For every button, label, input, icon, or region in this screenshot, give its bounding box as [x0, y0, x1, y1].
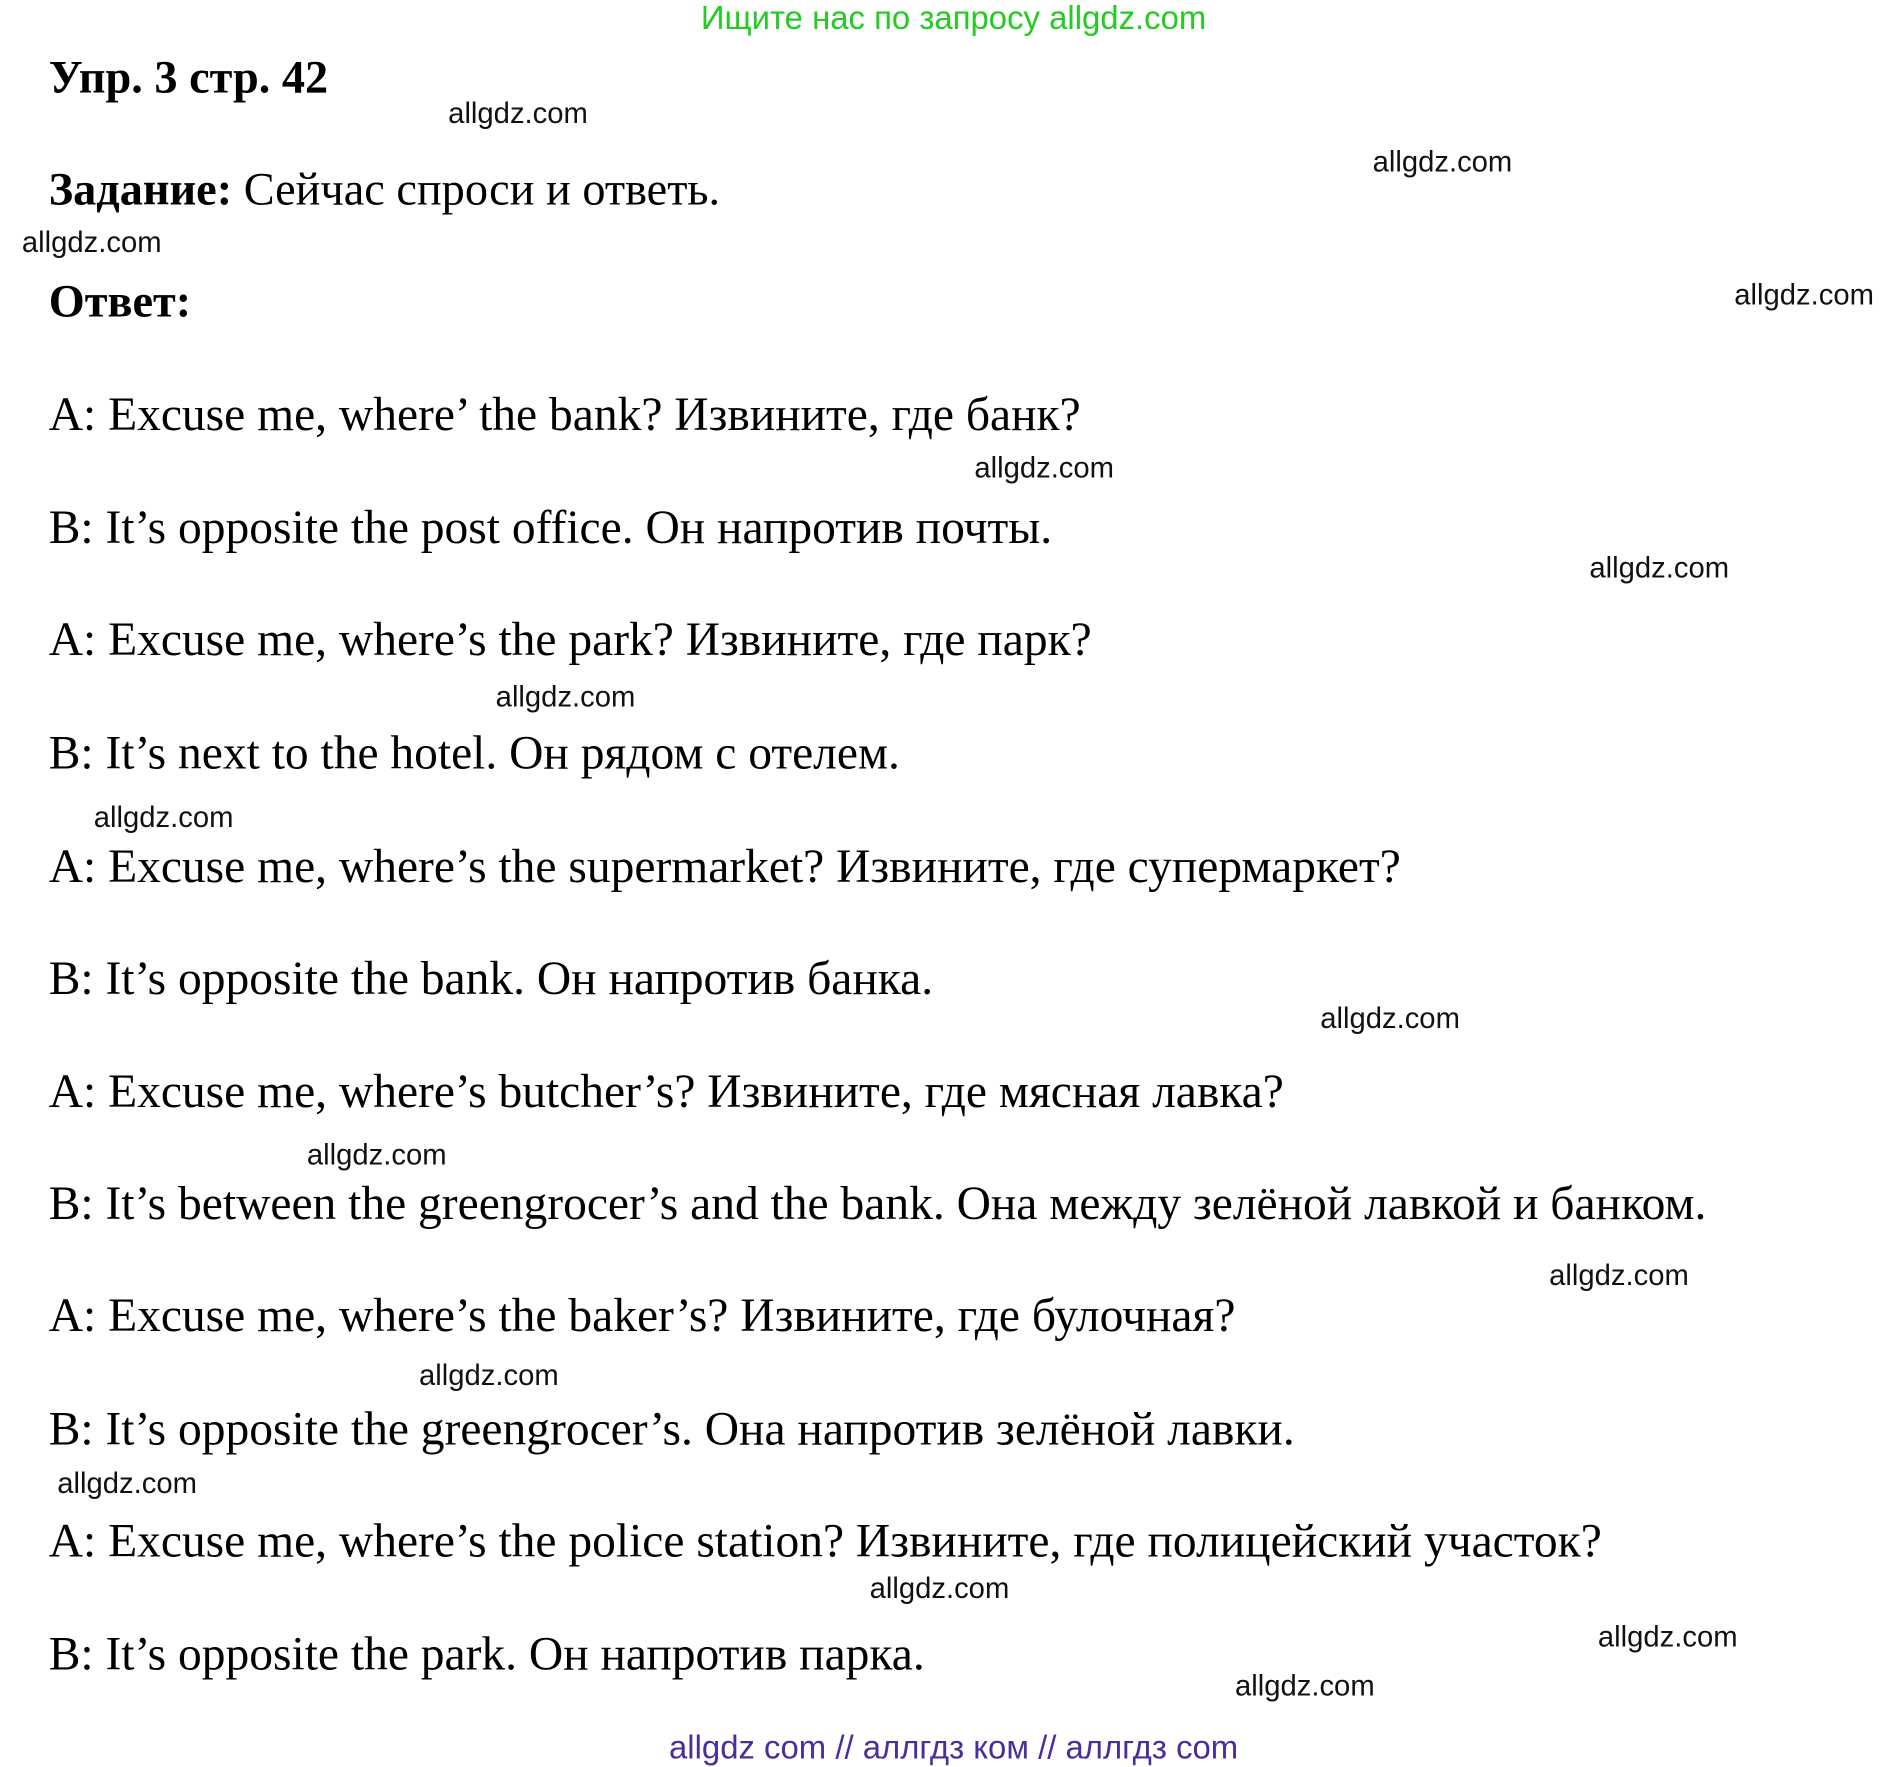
watermark: allgdz.com: [1549, 1259, 1689, 1293]
exercise-title: Упр. 3 стр. 42: [48, 52, 329, 104]
watermark: allgdz.com: [1372, 146, 1513, 180]
task-body: Сейчас спроси и ответь.: [232, 164, 721, 216]
watermark: allgdz.com: [1734, 278, 1875, 312]
dialogue-line: A: Excuse me, where’s the supermarket? Извините, где супермаркет?: [48, 840, 1401, 893]
watermark: allgdz.com: [418, 1359, 559, 1393]
dialogue-line: A: Excuse me, where’s butcher’s? Извините, где мясная лавка?: [48, 1065, 1284, 1119]
watermark: allgdz.com: [1597, 1621, 1738, 1654]
dialogue-line: B: It’s between the greengrocer’s and the bank. Она между зелёной лавкой и банком.: [48, 1177, 1707, 1231]
dialogue-line: A: Excuse me, where’s the park? Извините, где парк?: [48, 613, 1092, 667]
answer-label: Ответ:: [48, 276, 192, 328]
dialogue-line: A: Excuse me, where’s the baker’s? Извините, где булочная?: [48, 1289, 1236, 1343]
dialogue-line: A: Excuse me, where’ the bank? Извините, где банк?: [48, 388, 1081, 441]
footer-text: allgdz com // аллгдз ком // аллгдз com: [669, 1729, 1239, 1766]
dialogue-line: B: It’s opposite the bank. Он напротив банка.: [48, 952, 934, 1005]
watermark: allgdz.com: [448, 97, 588, 131]
watermark: allgdz.com: [495, 680, 636, 714]
task-label: Задание:: [48, 164, 233, 216]
task-text: [49, 163, 720, 217]
dialogue-line: B: It’s opposite the greengrocer’s. Она напротив зелёной лавки.: [48, 1403, 1295, 1456]
watermark: allgdz.com: [1320, 1002, 1460, 1036]
watermark: allgdz.com: [21, 226, 162, 260]
watermark: allgdz.com: [57, 1467, 197, 1501]
search-banner: Ищите нас по запросу allgdz.com: [700, 0, 1207, 37]
watermark: allgdz.com: [974, 451, 1115, 485]
dialogue-line: B: It’s next to the hotel. Он рядом с отелем.: [48, 727, 900, 780]
watermark: allgdz.com: [93, 801, 234, 835]
watermark: allgdz.com: [1589, 551, 1730, 585]
watermark: allgdz.com: [1234, 1669, 1375, 1703]
watermark: allgdz.com: [869, 1572, 1010, 1606]
dialogue-line: B: It’s opposite the park. Он напротив парка.: [48, 1628, 925, 1681]
dialogue-line: A: Excuse me, where’s the police station? Извините, где полицейский участок?: [48, 1515, 1602, 1568]
watermark: allgdz.com: [306, 1138, 447, 1172]
dialogue-line: B: It’s opposite the post office. Он напротив почты.: [48, 501, 1053, 555]
